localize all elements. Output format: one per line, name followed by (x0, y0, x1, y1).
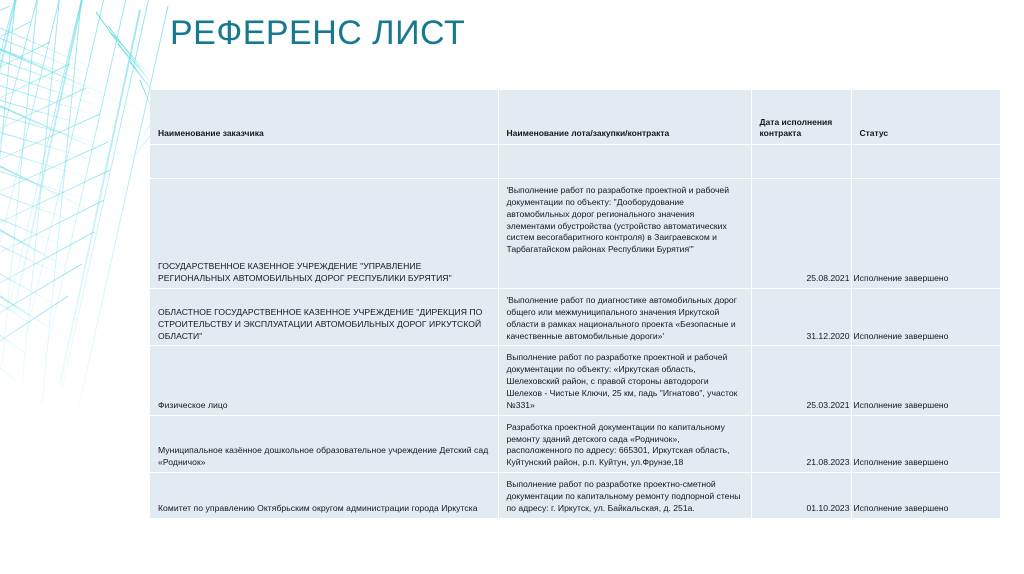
spacer-cell (150, 145, 498, 179)
cell-customer: Комитет по управлению Октябрьским округом администрации города Иркутска (150, 473, 498, 519)
cell-contract: Выполнение работ по разработке проектной и рабочей документации по объекту: «Иркутская область, Шелеховский район, с правой стороны автодороги Шелехов - Чистые Ключи, 25 км, падь "Игнатово", участок №331» (498, 346, 751, 415)
cell-status: Исполнение завершено (851, 415, 1000, 472)
cell-contract: 'Выполнение работ по диагностике автомобильных дорог общего или межмуниципального значения Иркутской области в рамках национального проекта «Безопасные и качественные автомобильные дороги»' (498, 289, 751, 346)
cell-customer: Физическое лицо (150, 346, 498, 415)
cell-date: 25.03.2021 (751, 346, 851, 415)
cell-date: 25.08.2021 (751, 179, 851, 289)
cell-status: Исполнение завершено (851, 179, 1000, 289)
column-header-contract: Наименование лота/закупки/контракта (498, 90, 751, 145)
cell-status: Исполнение завершено (851, 473, 1000, 519)
column-header-status: Статус (851, 90, 1000, 145)
page-title: РЕФЕРЕНС ЛИСТ (170, 14, 466, 52)
table-spacer-row (150, 145, 1000, 179)
spacer-cell (851, 145, 1000, 179)
cell-customer: ГОСУДАРСТВЕННОЕ КАЗЕННОЕ УЧРЕЖДЕНИЕ "УПРАВЛЕНИЕ РЕГИОНАЛЬНЫХ АВТОМОБИЛЬНЫХ ДОРОГ РЕСПУБЛИКИ БУРЯТИЯ" (150, 179, 498, 289)
cell-customer: ОБЛАСТНОЕ ГОСУДАРСТВЕННОЕ КАЗЕННОЕ УЧРЕЖДЕНИЕ "ДИРЕКЦИЯ ПО СТРОИТЕЛЬСТВУ И ЭКСПЛУАТАЦИИ АВТОМОБИЛЬНЫХ ДОРОГ ИРКУТСКОЙ ОБЛАСТИ" (150, 289, 498, 346)
column-header-date: Дата исполнения контракта (751, 90, 851, 145)
cell-date: 31.12.2020 (751, 289, 851, 346)
cell-date: 21.08.2023 (751, 415, 851, 472)
cell-date: 01.10.2023 (751, 473, 851, 519)
cell-contract: 'Выполнение работ по разработке проектной и рабочей документации по объекту: "Дооборудование автомобильных дорог регионального значения элементами обустройства (устройство автоматических систем весогабаритного контроля) в Заиграевском и Тарбагатайском районах Республики Бурятия"' (498, 179, 751, 289)
reference-table (150, 90, 1001, 519)
table-header-row (150, 90, 1000, 145)
cell-customer: Муниципальное казённое дошкольное образовательное учреждение Детский сад «Родничок» (150, 415, 498, 472)
table-row (150, 473, 1000, 519)
table-row (150, 179, 1000, 289)
table-row (150, 346, 1000, 415)
cell-contract: Разработка проектной документации по капитальному ремонту зданий детского сада «Родничок», расположенного по адресу: 665301, Иркутская область, Куйтунский район, р.п. Куйтун, ул.Фрунзе,18 (498, 415, 751, 472)
cell-status: Исполнение завершено (851, 289, 1000, 346)
cell-contract: Выполнение работ по разработке проектно-сметной документации по капитальному ремонту подпорной стены по адресу: г. Иркутск, ул. Байкальская, д. 251а. (498, 473, 751, 519)
table-row (150, 289, 1000, 346)
table-row (150, 415, 1000, 472)
spacer-cell (751, 145, 851, 179)
cell-status: Исполнение завершено (851, 346, 1000, 415)
spacer-cell (498, 145, 751, 179)
column-header-customer: Наименование заказчика (150, 90, 498, 145)
